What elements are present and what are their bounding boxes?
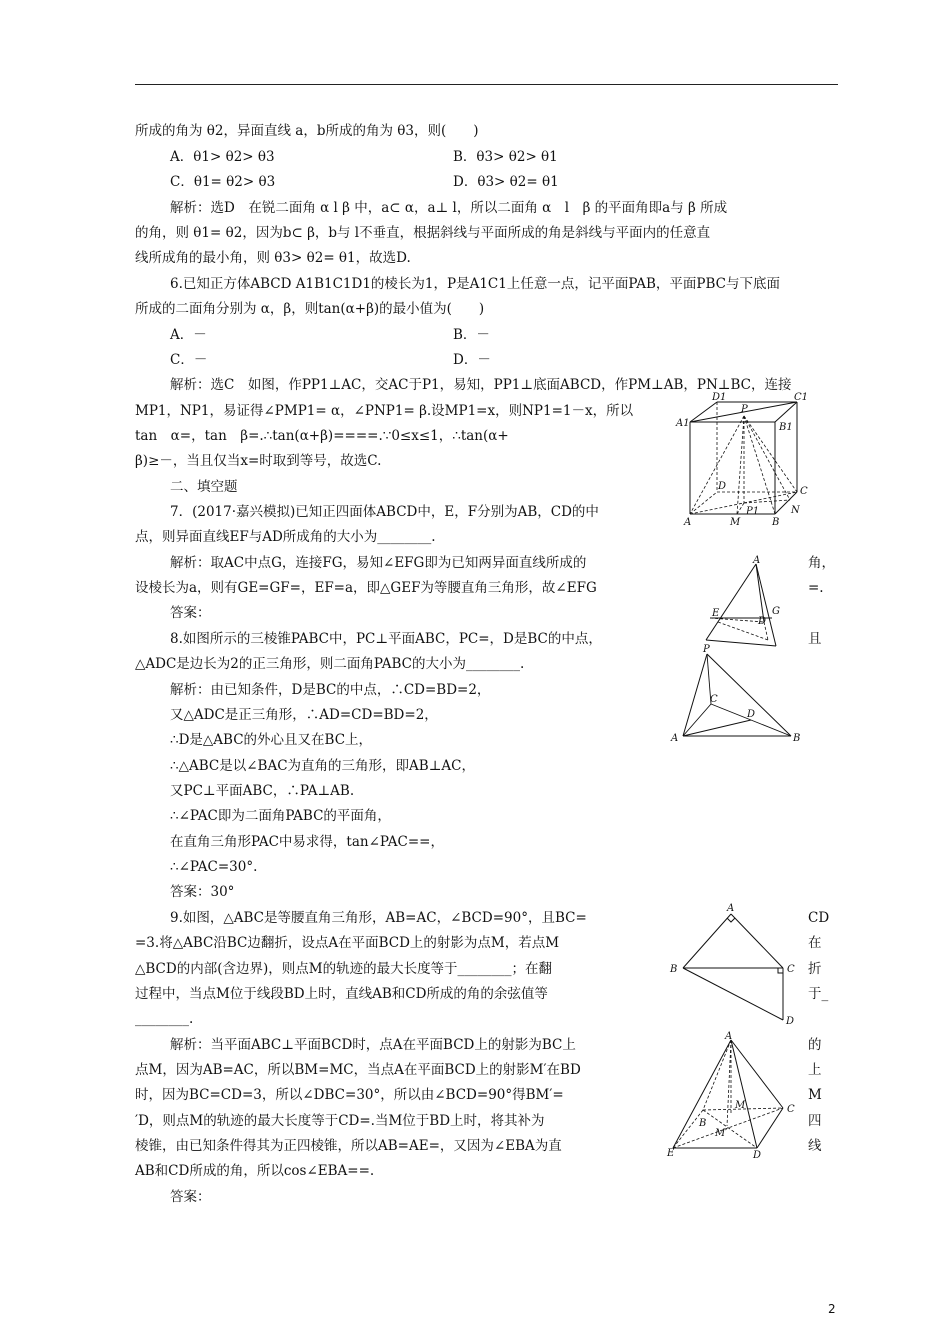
option-d: D．－ (453, 352, 491, 368)
pabc-label: A (671, 733, 679, 744)
text-line: =3.将△ABC沿BC边翻折，设点A在平面BCD上的射影为点M，若点M (135, 935, 560, 951)
text-fragment: 上 (808, 1062, 822, 1078)
text-fragment: 角， (808, 555, 835, 571)
option-c: C．－ (170, 352, 208, 368)
cube-label: A (684, 517, 692, 528)
cube-label: B (772, 517, 780, 528)
tetrahedron-efg-figure (698, 552, 800, 648)
text-fragment: M (808, 1087, 822, 1103)
tetra-label: E (712, 608, 720, 619)
text-line: β)≥－，当且仅当x=时取到等号，故选C. (135, 453, 382, 469)
text-line: 设棱长为a，则有GE=GF=，EF=a，即△GEF为等腰直角三角形，故∠EFG (135, 580, 597, 596)
option-a: A．－ (170, 327, 207, 343)
text-line: △BCD的内部(含边界)，则点M的轨迹的最大长度等于________；在翻 (135, 961, 553, 977)
text-line: 所成的二面角分别为 α，β，则tan(α+β)的最小值为( ) (135, 301, 485, 317)
cube-label: D1 (712, 392, 727, 403)
pyramid-label: D (753, 1150, 762, 1160)
cube-label: C1 (794, 392, 809, 403)
text-line: 又△ADC是正三角形，∴AD=CD=BD=2， (170, 707, 438, 723)
text-line: ′D，则点M的轨迹的最大长度等于CD=.当M位于BD上时，将其补为 (135, 1113, 545, 1129)
answer-label: 答案： (170, 605, 211, 621)
text-line: 又PC⊥平面ABC，∴PA⊥AB. (170, 783, 355, 799)
pyramid-label: M′ (715, 1128, 728, 1139)
text-line: MP1，NP1，易证得∠PMP1= α，∠PNP1= β.设MP1=x，则NP1=1－x，所以 (135, 403, 634, 419)
answer-label: 答案：30° (170, 884, 235, 900)
text-line: 解析：取AC中点G，连接FG，易知∠EFG即为已知两异面直线所成的 (170, 555, 587, 571)
flat-label: C (787, 964, 795, 975)
text-line: ∴∠PAC即为二面角PABC的平面角， (170, 808, 391, 824)
pabc-label: P (703, 644, 710, 655)
text-line: 点，则异面直线EF与AD所成角的大小为________. (135, 529, 436, 545)
pyramid-label: C (787, 1104, 795, 1115)
text-line: ________. (135, 1011, 194, 1027)
pyramid-label: M (735, 1100, 746, 1111)
text-line: 时，因为BC=CD=3，所以∠DBC=30°，所以由∠BCD=90°得BM′= (135, 1087, 564, 1103)
text-line: 点M，因为AB=AC，所以BM=MC，当点A在平面BCD上的射影M′在BD (135, 1062, 581, 1078)
text-fragment: 四 (808, 1113, 822, 1129)
section-heading: 二、填空题 (170, 479, 238, 495)
text-line: tan α=，tan β=.∴tan(α+β)====.∵0≤x≤1，∴tan(α+ (135, 428, 509, 444)
text-line: 8.如图所示的三棱锥PABC中，PC⊥平面ABC，PC=，D是BC的中点， (170, 631, 602, 647)
cube-label: A1 (676, 418, 690, 429)
flat-label: A (727, 903, 735, 914)
flat-label: B (670, 964, 678, 975)
pabc-label: D (747, 709, 756, 720)
text-fragment: 于_ (808, 986, 829, 1002)
tetra-label: A (753, 555, 761, 566)
cube-label: M (730, 517, 741, 528)
text-fragment: 线 (808, 1138, 822, 1154)
cube-figure (672, 392, 822, 532)
cube-label: N (791, 505, 800, 516)
text-line: ∴∠PAC=30°. (170, 859, 258, 875)
text-fragment: 的 (808, 1037, 822, 1053)
text-line: 的角，则 θ1= θ2，因为b⊂ β，b与 l不垂直，根据斜线与平面所成的角是斜线与平面内的任意直 (135, 225, 711, 241)
text-fragment: 在 (808, 935, 822, 951)
text-line: 解析：选C 如图，作PP1⊥AC，交AC于P1，易知，PP1⊥底面ABCD，作PM⊥AB，PN⊥BC，连接 (170, 377, 792, 393)
text-line: 过程中，当点M位于线段BD上时，直线AB和CD所成的角的余弦值等 (135, 986, 548, 1002)
text-line: AB和CD所成的角，所以cos∠EBA==. (135, 1163, 375, 1179)
text-line: 线所成角的最小角，则 θ3> θ2= θ1，故选D. (135, 250, 411, 266)
text-line: 7．(2017·嘉兴模拟)已知正四面体ABCD中，E，F分别为AB，CD的中 (170, 504, 599, 520)
pabc-figure (665, 642, 805, 746)
tetra-label: G (772, 606, 780, 617)
cube-label: D (718, 481, 727, 492)
text-line: 解析：选D 在锐二面角 α l β 中，a⊂ α，a⊥ l，所以二面角 α l β 的平面角即a与 β 所成 (170, 200, 728, 216)
text-fragment: 且 (808, 631, 822, 647)
text-line: ∴D是△ABC的外心且又在BC上， (170, 732, 373, 748)
header-rule (135, 84, 838, 85)
option-c: C．θ1= θ2> θ3 (170, 174, 276, 190)
cube-label: P (741, 404, 748, 415)
page-number: 2 (828, 1302, 836, 1316)
text-line: 9.如图，△ABC是等腰直角三角形，AB=AC，∠BCD=90°，且BC= (170, 910, 587, 926)
abcd-flat-figure (665, 902, 805, 1028)
text-line: 棱锥，由已知条件得其为正四棱锥，所以AB=AE=，又因为∠EBA为直 (135, 1138, 562, 1154)
flat-label: D (786, 1016, 795, 1027)
pyramid-figure (665, 1030, 805, 1160)
pabc-label: C (710, 694, 718, 705)
pabc-label: B (793, 733, 801, 744)
option-a: A．θ1> θ2> θ3 (170, 149, 275, 165)
text-line: 在直角三角形PAC中易求得，tan∠PAC==， (170, 834, 444, 850)
text-line: 解析：由已知条件，D是BC的中点，∴CD=BD=2， (170, 682, 491, 698)
option-d: D．θ3> θ2= θ1 (453, 174, 559, 190)
text-line: △ADC是边长为2的正三角形，则二面角PABC的大小为________. (135, 656, 525, 672)
answer-label: 答案： (170, 1189, 211, 1205)
cube-label: P1 (746, 506, 760, 517)
text-fragment: 折 (808, 961, 822, 977)
option-b: B．－ (453, 327, 490, 343)
text-line: ∴△ABC是以∠BAC为直角的三角形，即AB⊥AC， (170, 758, 475, 774)
cube-label: B1 (779, 422, 793, 433)
text-line: 解析：当平面ABC⊥平面BCD时，点A在平面BCD上的射影为BC上 (170, 1037, 576, 1053)
cube-label: C (800, 486, 808, 497)
text-line: 6.已知正方体ABCD A1B1C1D1的棱长为1，P是A1C1上任意一点，记平面PAB，平面PBC与下底面 (170, 276, 780, 292)
text-fragment: =. (808, 580, 824, 596)
option-b: B．θ3> θ2> θ1 (453, 149, 558, 165)
pyramid-label: E (667, 1148, 675, 1159)
text-fragment: CD (808, 910, 830, 926)
text-line: 所成的角为 θ2，异面直线 a，b所成的角为 θ3，则( ) (135, 123, 479, 139)
pyramid-label: B (699, 1118, 707, 1129)
tetra-label: D (758, 616, 767, 627)
pyramid-label: A (725, 1031, 733, 1042)
